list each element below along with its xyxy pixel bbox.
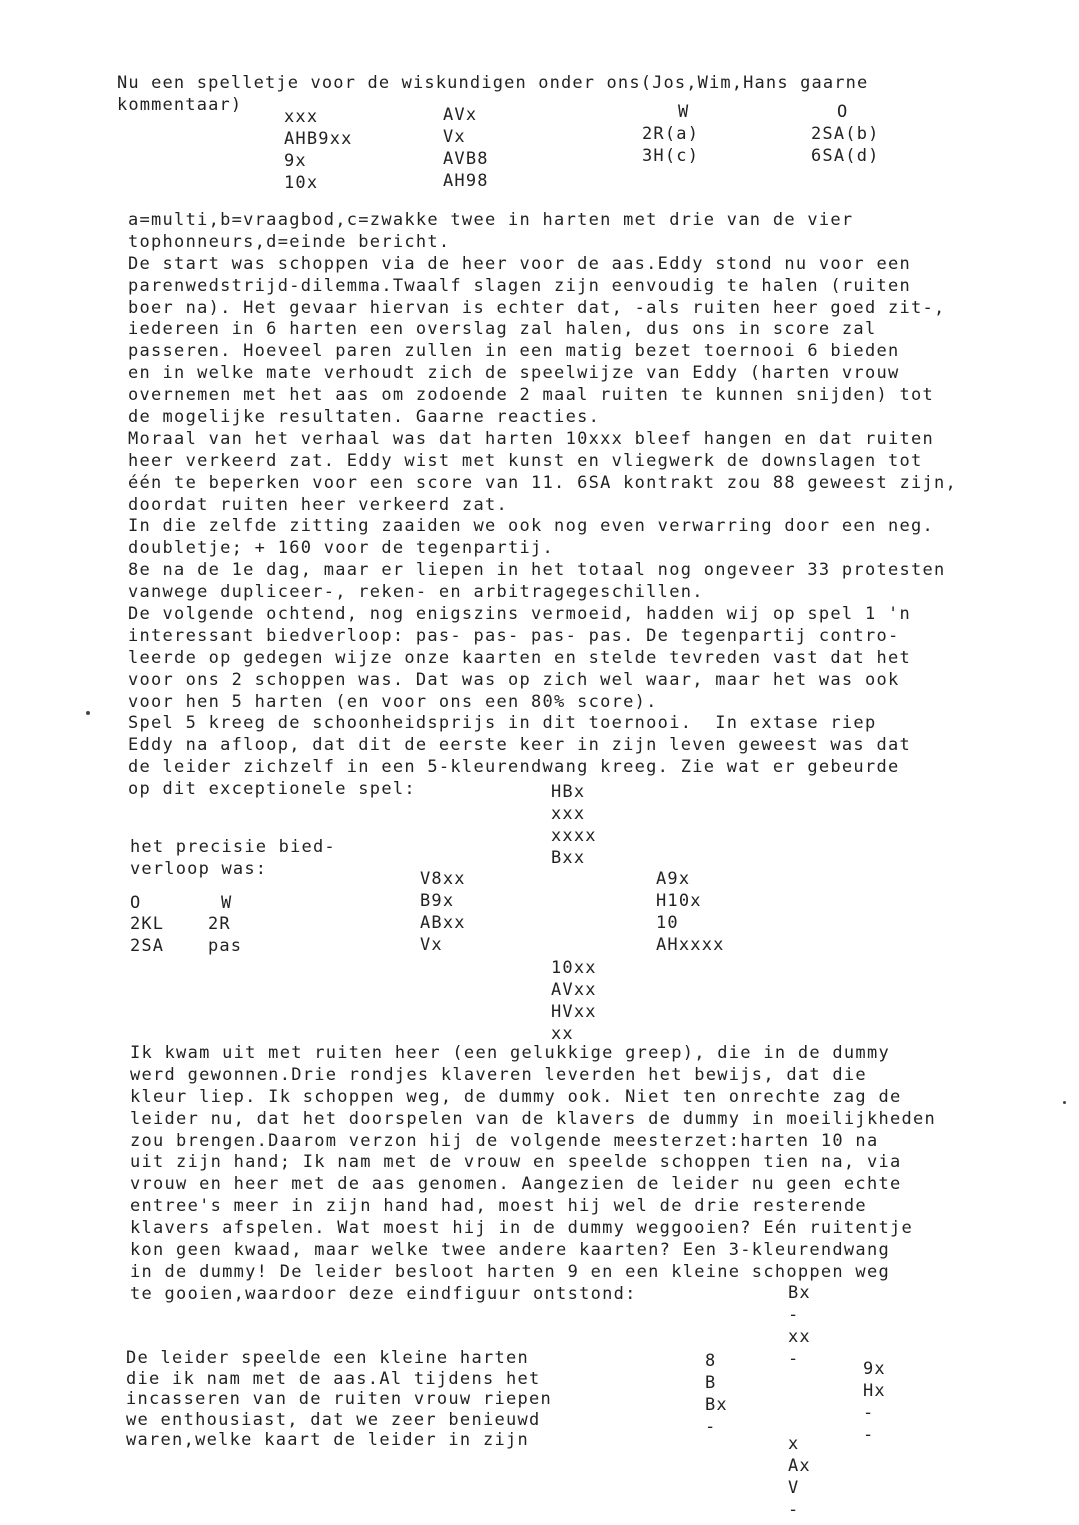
text-line: interessant biedverloop: pas- pas- pas- pas. De tegenpartij contro- <box>128 625 900 646</box>
text-line: De volgende ochtend, nog enigszins vermoeid, hadden wij op spel 1 'n <box>128 604 912 625</box>
text-line: in de dummy! De leider besloot harten 9 en een kleine schoppen weg <box>130 1261 890 1282</box>
paragraph-2 <box>130 1043 936 1306</box>
card-holding: ABxx <box>420 913 466 933</box>
card-holding: V8xx <box>420 869 466 889</box>
card-holding: B9x <box>420 891 455 911</box>
scan-speck <box>86 711 90 715</box>
card-holding: Bx <box>788 1283 811 1303</box>
bid: O <box>837 102 849 122</box>
hand2-south <box>551 957 597 1045</box>
bid: 2R(a) <box>642 124 700 144</box>
card-holding: xx <box>788 1327 811 1347</box>
text-line: voor ons 2 schoppen was. Dat was op zich wel waar, maar het was ook <box>128 669 900 690</box>
text-line: boer na). Het gevaar hiervan is echter dat, -als ruiten heer goed zit-, <box>128 297 946 318</box>
bid: W <box>678 102 690 122</box>
text-line: op dit exceptionele spel: <box>128 779 416 800</box>
card-holding: 10xx <box>551 958 597 978</box>
paragraph-1 <box>128 210 957 801</box>
text-line: leider nu, dat het doorspelen van de klavers de dummy in moeilijkheden <box>130 1108 937 1129</box>
text-line: de mogelijke resultaten. Gaarne reacties. <box>128 407 601 428</box>
card-holding: Vx <box>443 127 466 147</box>
text-line: doordat ruiten heer verkeerd zat. <box>128 494 508 515</box>
text-line: incasseren van de ruiten vrouw riepen <box>126 1389 553 1409</box>
card-holding: B <box>705 1373 717 1393</box>
card-holding: 9x <box>284 151 307 171</box>
card-holding: AVB8 <box>443 149 489 169</box>
card-holding: AHxxxx <box>656 935 725 955</box>
card-holding: H10x <box>656 891 702 911</box>
hand1-west-cards <box>284 106 353 194</box>
card-holding: xx <box>551 1024 574 1044</box>
text-line: we enthousiast, dat we zeer benieuwd <box>126 1409 541 1430</box>
text-line: Moraal van het verhaal was dat harten 10xxx bleef hangen en dat ruiten <box>128 428 935 449</box>
card-holding: - <box>863 1403 875 1423</box>
text-line: kleur liep. Ik schoppen weg, de dummy ook. Niet ten onrechte zag de <box>130 1086 902 1107</box>
text-line: De leider speelde een kleine harten <box>126 1348 530 1368</box>
bid: 3H(c) <box>642 146 700 166</box>
hand1-bidding-east <box>811 101 880 167</box>
intro-line-1: Nu een spelletje voor de wiskundigen onder ons(Jos,Wim,Hans gaarne <box>117 73 869 93</box>
card-holding: 10x <box>284 173 319 193</box>
text-line: entree's meer in zijn hand had, moest hij wel de drie resterende <box>130 1196 867 1217</box>
text-line: parenwedstrijd-dilemma.Twaalf slagen zijn eenvoudig te halen (ruiten <box>128 275 912 296</box>
text-line: In die zelfde zitting zaaiden we ook nog even verwarring door een neg. <box>128 516 935 537</box>
text-line: leerde op gedegen wijze onze kaarten en stelde tevreden vast dat het <box>128 647 912 668</box>
card-holding: HVxx <box>551 1002 597 1022</box>
hand2-north <box>551 781 597 869</box>
text-line: voor hen 5 harten (en voor ons een 80% score). <box>128 691 658 712</box>
text-line: tophonneurs,d=einde bericht. <box>128 231 451 252</box>
card-holding: AVxx <box>551 980 597 1000</box>
bid: pas <box>208 936 243 956</box>
text-line: te gooien,waardoor deze eindfiguur ontstond: <box>130 1283 637 1304</box>
text-line: overnemen met het aas om zodoende 2 maal ruiten te kunnen snijden) tot <box>128 385 935 406</box>
scan-speck <box>1063 1101 1066 1104</box>
text-line: iedereen in 6 harten een overslag zal halen, dus ons in score zal <box>128 319 877 340</box>
card-holding: Hx <box>863 1381 886 1401</box>
text-line: klavers afspelen. Wat moest hij in de dummy weggooien? Eén ruitentje <box>130 1218 914 1239</box>
text-line: Eddy na afloop, dat dit de eerste keer in zijn leven geweest was dat <box>128 735 912 756</box>
text-line: vanwege dupliceer-, reken- en arbitragegeschillen. <box>128 582 704 603</box>
bidding-header-west: W <box>221 893 233 913</box>
bid: 6SA(d) <box>811 146 880 166</box>
paragraph-3 <box>126 1348 552 1451</box>
card-holding: - <box>788 1349 800 1369</box>
text-line: kon geen kwaad, maar welke twee andere kaarten? Een 3-kleurendwang <box>130 1240 890 1261</box>
text-line: uit zijn hand; Ik nam met de vrouw en speelde schoppen tien na, via <box>130 1152 902 1173</box>
card-holding: 9x <box>863 1359 886 1379</box>
text-line: één te beperken voor een score van 11. 6SA kontrakt zou 88 geweest zijn, <box>128 472 958 493</box>
card-holding: Ax <box>788 1456 811 1476</box>
bidding-label-line: verloop was: <box>130 859 268 879</box>
text-line: a=multi,b=vraagbod,c=zwakke twee in harten met drie van de vier <box>128 210 854 230</box>
text-line: zou brengen.Daarom verzon hij de volgende meesterzet:harten 10 na <box>130 1130 879 1151</box>
bid: 2R <box>208 914 231 934</box>
card-holding: x <box>788 1434 800 1454</box>
card-holding: 10 <box>656 913 679 933</box>
card-holding: - <box>863 1425 875 1445</box>
card-holding: AVx <box>443 105 478 125</box>
text-line: de leider zichzelf in een 5-kleurendwang kreeg. Zie wat er gebeurde <box>128 757 900 778</box>
hand2-west <box>420 868 466 956</box>
bidding-header-east: O <box>130 893 142 913</box>
text-line: 8e na de 1e dag, maar er liepen in het totaal nog ongeveer 33 protesten <box>128 560 946 581</box>
endposition-west <box>705 1350 728 1438</box>
endposition-east <box>863 1358 886 1446</box>
bid: 2SA(b) <box>811 124 880 144</box>
card-holding: xxxx <box>551 826 597 846</box>
card-holding: - <box>788 1500 800 1520</box>
text-line: vrouw en heer met de aas genomen. Aangezien de leider nu geen echte <box>130 1174 902 1195</box>
endposition-south <box>788 1433 811 1521</box>
text-line: doubletje; + 160 voor de tegenpartij. <box>128 538 555 559</box>
hand2-bidding-label <box>130 836 336 880</box>
card-holding: A9x <box>656 869 691 889</box>
text-line: waren,welke kaart de leider in zijn <box>126 1430 530 1450</box>
text-line: en in welke mate verhoudt zich de speelwijze van Eddy (harten vrouw <box>128 363 900 384</box>
hand1-east-cards <box>443 104 489 192</box>
endposition-north <box>788 1282 811 1370</box>
intro-line-2: kommentaar) <box>117 95 243 115</box>
text-line: Spel 5 kreeg de schoonheidsprijs in dit toernooi. In extase riep <box>128 713 877 734</box>
hand2-east <box>656 868 725 956</box>
card-holding: xxx <box>551 804 586 824</box>
card-holding: - <box>705 1417 717 1437</box>
card-holding: Bxx <box>551 848 586 868</box>
bidding-label-line: het precisie bied- <box>130 837 336 857</box>
text-line: heer verkeerd zat. Eddy wist met kunst en vliegwerk de downslagen tot <box>128 450 923 471</box>
text-line: passeren. Hoeveel paren zullen in een matig bezet toernooi 6 bieden <box>128 341 900 362</box>
card-holding: AHB9xx <box>284 129 353 149</box>
text-line: werd gewonnen.Drie rondjes klaveren leverden het bewijs, dat die <box>130 1064 867 1085</box>
bid: 2SA <box>130 936 165 956</box>
text-line: die ik nam met de aas.Al tijdens het <box>126 1368 541 1389</box>
hand1-bidding-west <box>642 101 699 167</box>
card-holding: AH98 <box>443 171 489 191</box>
card-holding: Vx <box>420 935 443 955</box>
card-holding: - <box>788 1305 800 1325</box>
card-holding: 8 <box>705 1351 717 1371</box>
card-holding: Bx <box>705 1395 728 1415</box>
card-holding: HBx <box>551 782 586 802</box>
card-holding: V <box>788 1478 800 1498</box>
text-line: Ik kwam uit met ruiten heer (een gelukkige greep), die in de dummy <box>130 1043 890 1063</box>
card-holding: xxx <box>284 107 319 127</box>
text-line: De start was schoppen via de heer voor de aas.Eddy stond nu voor een <box>128 253 912 274</box>
bid: 2KL <box>130 914 165 934</box>
